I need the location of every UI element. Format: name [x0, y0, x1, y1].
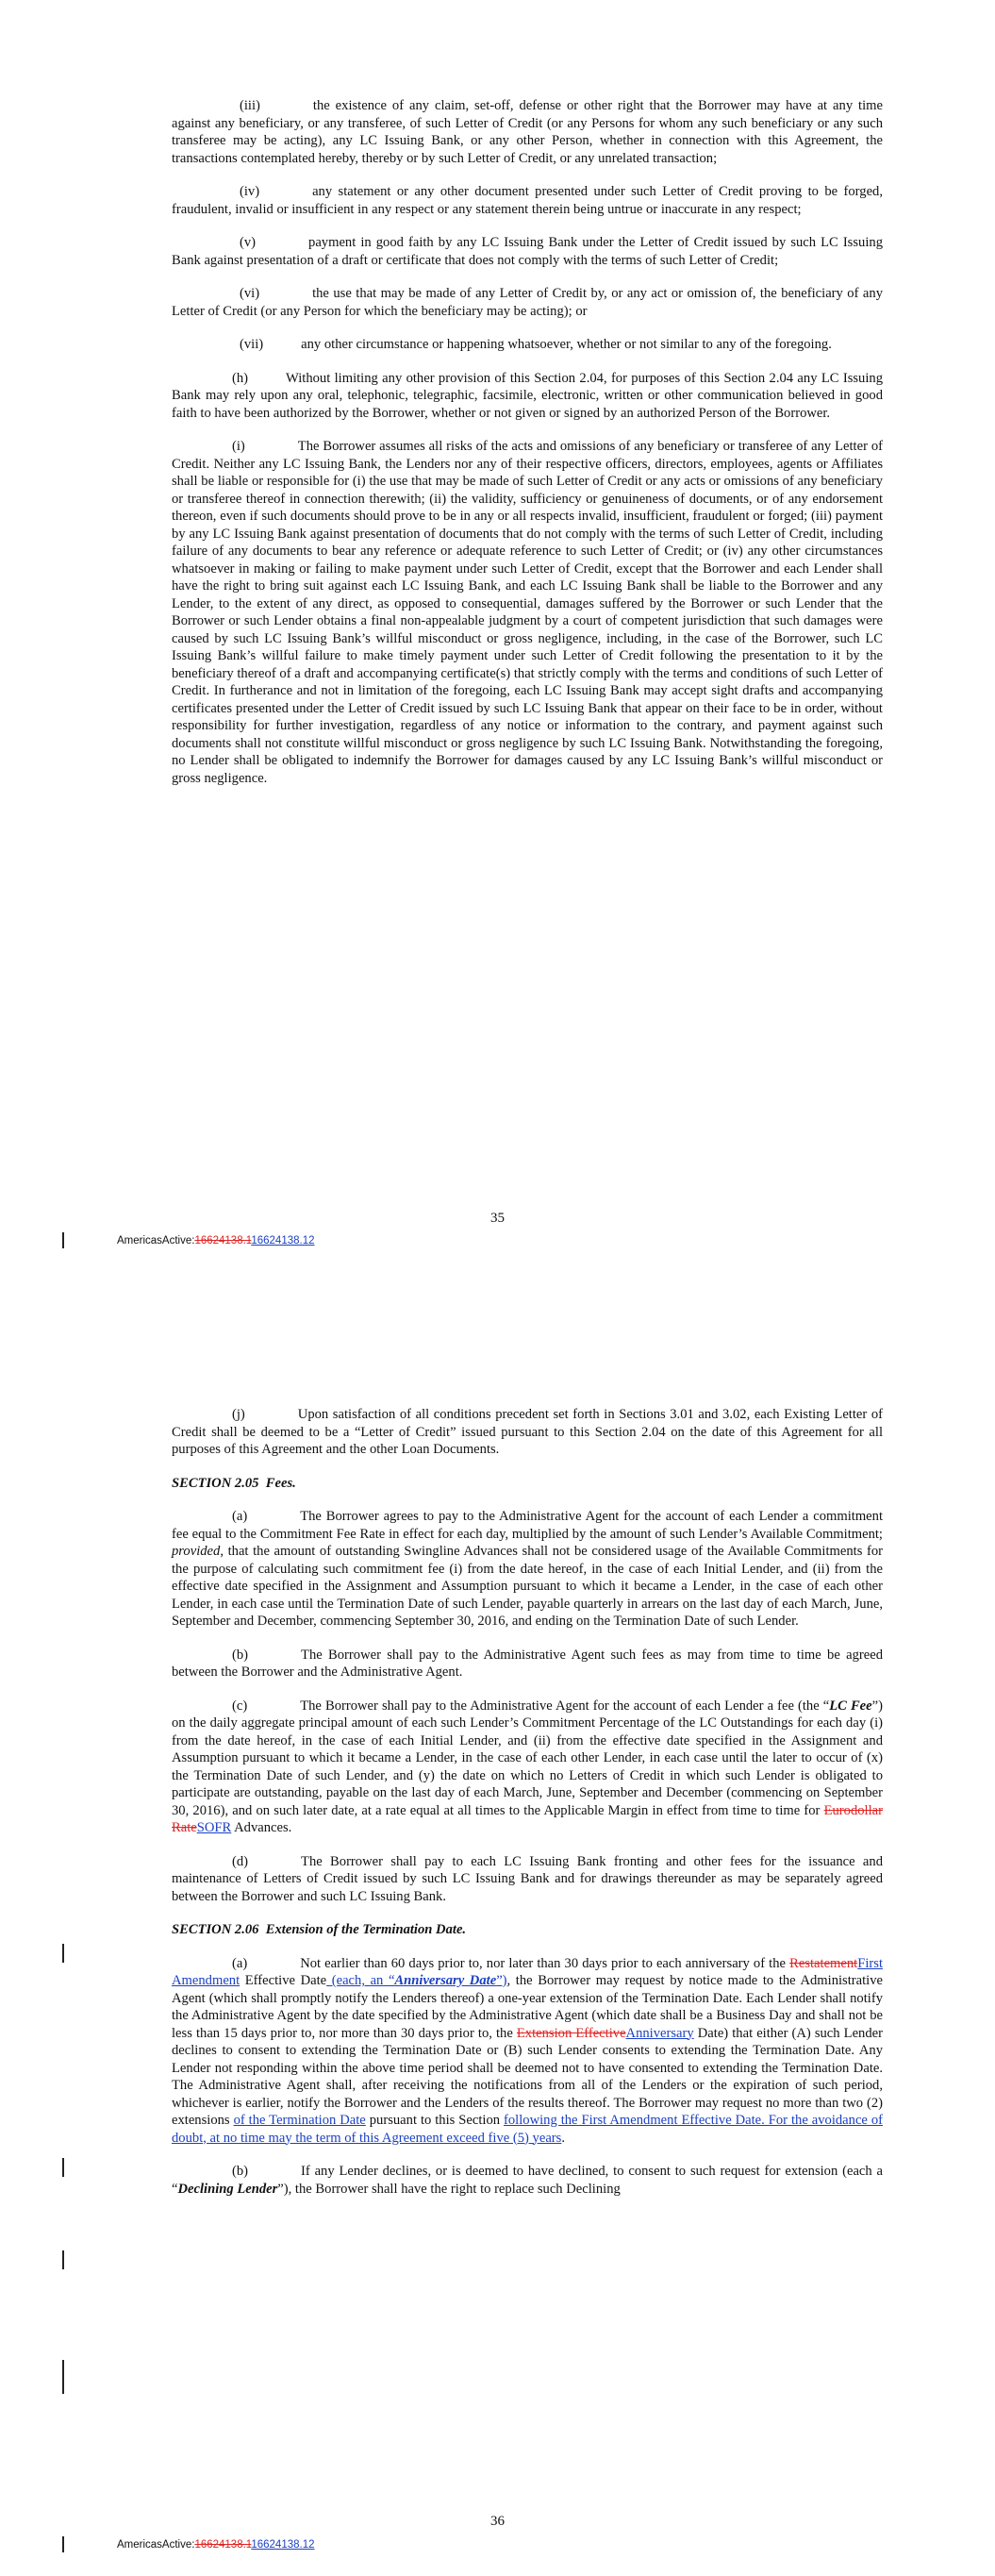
clause-number: (iv) — [240, 184, 260, 199]
inserted-text: First Amendment — [172, 1955, 883, 1988]
section-2-06-heading — [172, 1921, 883, 1939]
inserted-text: of the Termination Date — [233, 2113, 366, 2128]
clause-number: (d) — [232, 1853, 249, 1869]
defined-term: LC Fee — [829, 1698, 872, 1714]
change-bar — [62, 1944, 64, 1963]
clause-text: Not earlier than 60 days prior to, nor later than 30 days prior to each anniversary of the — [300, 1955, 790, 1971]
page-number: 35 — [490, 1211, 505, 1226]
clause-j — [172, 1406, 883, 1459]
page-35-body — [172, 97, 883, 803]
change-bar — [62, 2360, 64, 2394]
deleted-text: Eurodollar Rate — [172, 1802, 883, 1835]
proviso-term: provided — [172, 1544, 221, 1559]
inserted-text: SOFR — [196, 1820, 232, 1835]
clause-text: Upon satisfaction of all conditions precedent set forth in Sections 3.01 and 3.02, each Existing Letter of Credit shall be deemed to be a “Letter of Credit” issued pursuant to this Section 2.04 on the date of this Agreement for all purposes of this Agreement and the other Loan Documents. — [172, 1407, 883, 1457]
clause-text: The Borrower assumes all risks of the acts and omissions of any beneficiary or transferee of any Letter of Credit. Neither any LC Issuing Bank, the Lenders nor any of their respective officers, directors, employees, agents or Affiliates shall be liable or responsible for (i) the use that may be made of such Letter of Credit or any acts or omissions of any beneficiary or transferee thereof in connection therewith; (ii) the validity, sufficiency or genuineness of documents, or of any endorsement thereon, even if such documents should prove to be in any or all respects invalid, insufficient, fraudulent or forged; (iii) payment by any LC Issuing Bank against presentation of documents that do not comply with the terms of such Letter of Credit, including failure of any documents to bear any reference or adequate reference to such Letter of Credit; or (iv) any other circumstances whatsoever in making or failing to make payment under such Letter of Credit, except that the Borrower and each Lender shall have the right to bring suit against each LC Issuing Bank, and each LC Issuing Bank shall be liable to the Borrower and any Lender, to the extent of any direct, as opposed to consequential, damages suffered by the Borrower or such Lender that the Borrower or such Lender obtains a final non-appealable judgment by a court of competent jurisdiction that such damages were caused by such LC Issuing Bank’s willful misconduct or gross negligence, including, in the case of the Borrower, such LC Issuing Bank’s willful failure to make timely payment under such Letter of Credit following the presentation to it by the beneficiary thereof of a draft and accompanying certificate(s) that strictly comply with the terms and conditions of such Letter of Credit. In furtherance and not in limitation of the foregoing, each LC Issuing Bank may accept sight drafts and accompanying certificates presented under the Letter of Credit issued by such LC Issuing Bank that appear on their face to be in order, without responsibility for further investigation, regardless of any notice or information to the contrary, and payment against such documents shall not constitute willful misconduct or gross negligence by such LC Issuing Bank. Notwithstanding the foregoing, no Lender shall be obligated to indemnify the Borrower for damages caused by any LC Issuing Bank’s willful misconduct or gross negligence. — [172, 439, 883, 786]
change-bar — [62, 2536, 64, 2552]
deleted-text: Restatement — [789, 1955, 858, 1971]
page-35 — [0, 0, 995, 1264]
deleted-text: Extension Effective — [516, 2025, 626, 2041]
clause-iv — [172, 183, 883, 218]
clause-text: the use that may be made of any Letter of Credit by, or any act or omission of, the beneficiary of any Letter of Credit (or any Person for which the beneficiary may be acting); or — [172, 286, 883, 319]
defined-term: Declining Lender — [177, 2181, 278, 2197]
clause-text: . — [561, 2130, 566, 2146]
clause-text: any other circumstance or happening whatsoever, whether or not similar to any of the foregoing. — [301, 337, 832, 352]
extension-b — [172, 2163, 883, 2198]
footer-doc-id — [117, 2539, 315, 2551]
page-number: 36 — [490, 2514, 505, 2529]
clause-number: (j) — [232, 1407, 245, 1422]
fees-b — [172, 1647, 883, 1681]
change-bar — [62, 1232, 64, 1248]
clause-text: pursuant to this Section — [365, 2113, 504, 2128]
footer-deleted-id: 16624138.1 — [194, 2539, 252, 2551]
section-number: SECTION 2.05 — [172, 1475, 259, 1491]
footer-deleted-id: 16624138.1 — [194, 1235, 252, 1246]
clause-h — [172, 370, 883, 423]
extension-a — [172, 1955, 883, 2148]
clause-number: (c) — [232, 1698, 248, 1714]
clause-i — [172, 438, 883, 787]
inserted-text: Anniversary — [625, 2025, 694, 2041]
clause-number: (a) — [232, 1955, 248, 1971]
footer-prefix: AmericasActive: — [117, 2539, 195, 2551]
clause-text: the existence of any claim, set-off, defense or other right that the Borrower may have at any time against any beneficiary, or any transferee, of such Letter of Credit (or any Persons for whom any such beneficiary or any such transferee may be acting), any LC Issuing Bank, or any other Person, whether in connection with this Agreement, the transactions contemplated hereby, thereby or by such Letter of Credit, or any unrelated transaction; — [172, 98, 883, 166]
footer-inserted-id: 16624138.12 — [251, 2539, 315, 2551]
clause-text: The Borrower shall pay to the Administrative Agent such fees as may from time to time be agreed between the Borrower and the Administrative Agent. — [172, 1647, 883, 1680]
clause-number: (vii) — [240, 337, 264, 352]
clause-number: (i) — [232, 439, 245, 454]
clause-number: (b) — [232, 1647, 249, 1663]
clause-text: ”), the Borrower shall have the right to replace such Declining — [277, 2181, 621, 2197]
fees-d — [172, 1853, 883, 1906]
clause-number: (v) — [240, 235, 257, 250]
section-2-05-heading — [172, 1475, 883, 1493]
clause-vii — [172, 336, 883, 354]
clause-number: (iii) — [240, 98, 260, 113]
clause-number: (vi) — [240, 286, 260, 301]
clause-text: Without limiting any other provision of this Section 2.04, for purposes of this Section 2.04 any LC Issuing Bank may rely upon any oral, telephonic, telegraphic, facsimile, electronic, written or other communication believed in good faith to have been authorized by the Borrower, whether or not given or signed by an authorized Person of the Borrower. — [172, 370, 883, 421]
inserted-text: ”) — [496, 1973, 507, 1988]
clause-text: Advances. — [231, 1820, 292, 1835]
clause-number: (b) — [232, 2164, 249, 2179]
footer-prefix: AmericasActive: — [117, 1235, 195, 1246]
change-bar — [62, 2158, 64, 2177]
clause-number: (a) — [232, 1509, 248, 1524]
clause-v — [172, 234, 883, 269]
clause-number: (h) — [232, 370, 249, 386]
section-title: Extension of the Termination Date. — [265, 1922, 467, 1937]
clause-text: If any Lender declines, or is deemed to have declined, to consent to such request for extension (each a “ — [172, 2164, 883, 2197]
clause-vi — [172, 285, 883, 320]
change-bar — [62, 2250, 64, 2269]
fees-c — [172, 1698, 883, 1837]
inserted-text: (each, an “ — [326, 1973, 395, 1988]
section-number: SECTION 2.06 — [172, 1922, 259, 1937]
clause-text: any statement or any other document presented under such Letter of Credit proving to be forged, fraudulent, invalid or insufficient in any respect or any statement therein being untrue or inaccurate in any respect; — [172, 184, 883, 217]
fees-a — [172, 1508, 883, 1631]
clause-iii — [172, 97, 883, 167]
clause-text: ”) on the daily aggregate principal amount of each such Lender’s Commitment Percentage of the LC Outstandings for each day (i) from the date hereof, in the case of each Initial Lender, and (ii) from the effective date specified in the Assignment and Assumption pursuant to which it became a Lender, in the case of each other Lender, in each case until the later to occur of (x) the Termination Date of such Lender, and (y) the date on which no Letters of Credit in which such Lender is obligated to participate are outstanding, payable on the last day of each March, June, September and December (commencing on September 30, 2016), and on such later date, at a rate equal at all times to the Applicable Margin in effect from time to time for — [172, 1698, 883, 1818]
clause-text: The Borrower agrees to pay to the Administrative Agent for the account of each Lender a commitment fee equal to the Commitment Fee Rate in effect for each day, multiplied by the amount of such Lender’s Available Commitment; — [172, 1509, 883, 1542]
clause-text: payment in good faith by any LC Issuing Bank under the Letter of Credit issued by such LC Issuing Bank against presentation of a draft or certificate that does not comply with the terms of such Letter of Credit; — [172, 235, 883, 268]
clause-text: Date) that either (A) such Lender declines to consent to extending the Termination Date or (B) such Lender consents to extending the Termination Date. Any Lender not responding within the above time period shall be deemed not to have consented to extending the Termination Date. The Administrative Agent shall, after receiving the notifications from all of the Lenders or the expiration of such period, whichever is earlier, notify the Borrower and the Lenders of the results thereof. The Borrower may request no more than two (2) extensions — [172, 2025, 883, 2128]
footer-inserted-id: 16624138.12 — [251, 1235, 315, 1246]
clause-text: , the Borrower may request by notice made to the Administrative Agent (which shall promptly notify the Lenders thereof) a one-year extension of the Termination Date. Each Lender shall notify the Administrative Agent by the date specified by the Administrative Agent (which date shall be a Business Day and shall not be less than 15 days prior to, nor more than 30 days prior to, the — [172, 1973, 883, 2041]
clause-text: The Borrower shall pay to the Administrative Agent for the account of each Lender a fee (the “ — [300, 1698, 830, 1714]
clause-text: , that the amount of outstanding Swingline Advances shall not be considered usage of the Available Commitments for the purpose of calculating such commitment fee (i) from the date hereof, in the case of each Initial Lender, and (ii) from the effective date specified in the Assignment and Assumption pursuant to which it became a Lender, in the case of each other Lender, in each case until the Termination Date of such Lender, payable quarterly in arrears on the last day of each March, June, September and December, commencing September 30, 2016, and ending on the Termination Date of such Lender. — [172, 1544, 883, 1629]
inserted-defined-term: Anniversary Date — [394, 1973, 497, 1988]
page-36-body — [172, 1406, 883, 2214]
page-36 — [0, 1340, 995, 2576]
section-title: Fees. — [265, 1475, 296, 1491]
footer-doc-id — [117, 1235, 315, 1246]
clause-text: The Borrower shall pay to each LC Issuing Bank fronting and other fees for the issuance and maintenance of Letters of Credit issued by such LC Issuing Bank and for drawings thereunder as may be separately agreed between the Borrower and such LC Issuing Bank. — [172, 1853, 883, 1904]
inserted-text: following the First Amendment Effective Date. For the avoidance of doubt, at no time may the term of this Agreement exceed five (5) years — [172, 2113, 883, 2146]
clause-text: Effective Date — [240, 1973, 327, 1988]
